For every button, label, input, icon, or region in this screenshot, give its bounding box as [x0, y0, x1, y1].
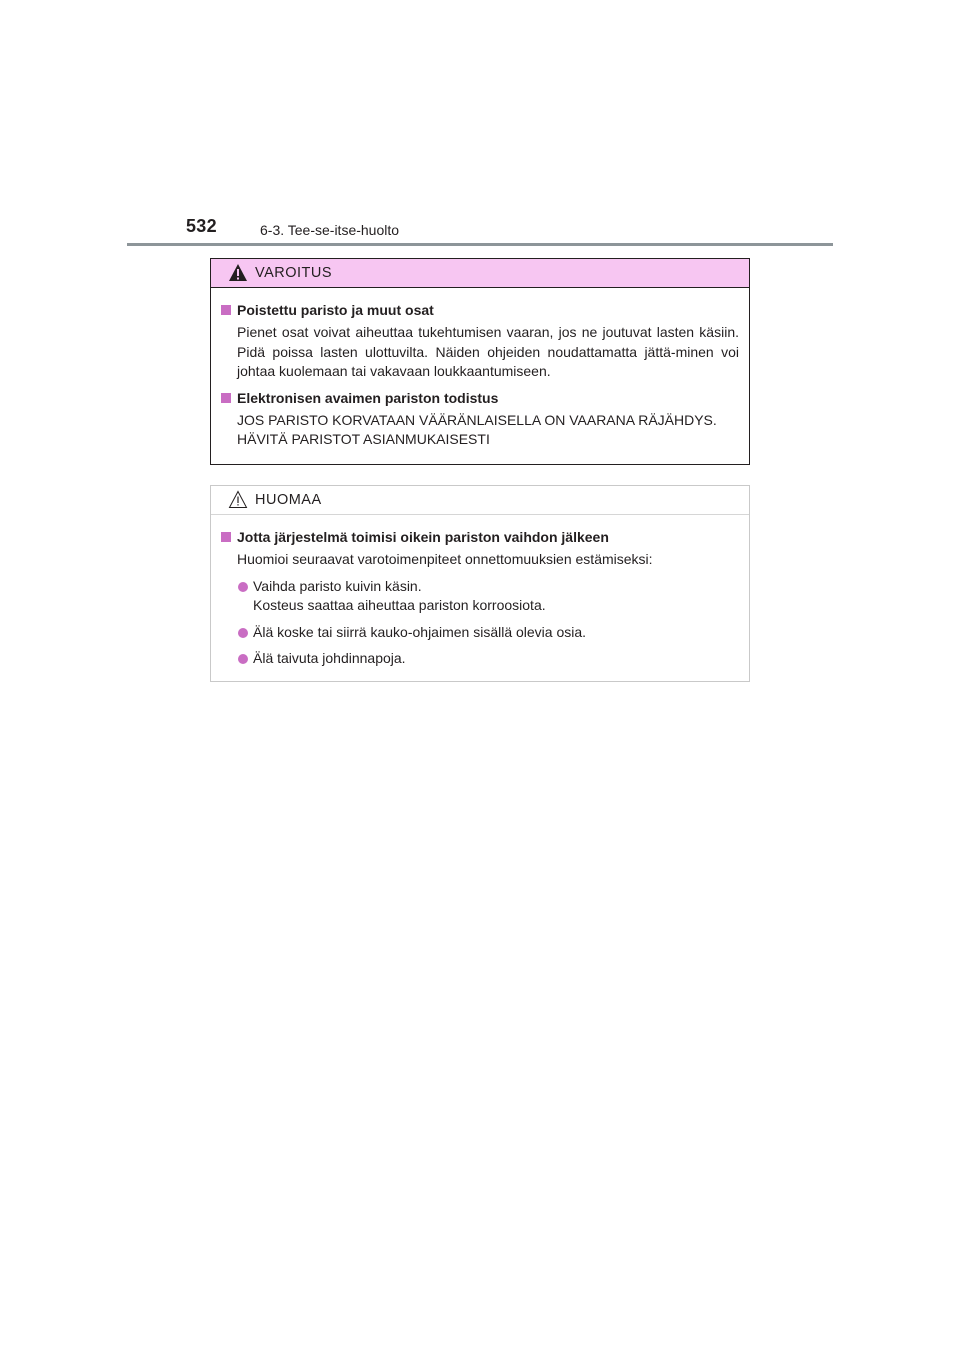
round-bullet-icon	[238, 582, 248, 592]
warning-item-heading: Elektronisen avaimen pariston todistus	[237, 389, 499, 406]
page-number: 532	[186, 216, 217, 236]
square-bullet-icon	[221, 532, 231, 542]
warning-item-text: Pienet osat voivat aiheuttaa tukehtumisen vaaran, jos ne joutuvat lasten käsiin. Pidä poissa lasten ulottuvilta. Näiden ohjeiden noudattamatta jättä-minen voi johtaa kuolemaan tai vakavaan loukkaantumiseen.	[237, 324, 739, 379]
notice-bullet	[221, 649, 739, 669]
notice-bullet-text: Vaihda paristo kuivin käsin.	[253, 577, 422, 594]
warning-item	[221, 300, 739, 382]
warning-header	[211, 259, 749, 288]
warning-text-line: JOS PARISTO KORVATAAN VÄÄRÄNLAISELLA ON VAARANA RÄJÄHDYS.	[237, 411, 717, 428]
warning-triangle-filled-icon	[228, 263, 248, 282]
notice-bullet	[221, 623, 739, 643]
warning-triangle-outline-icon	[228, 490, 248, 509]
warning-item	[221, 388, 739, 450]
notice-box	[210, 485, 750, 682]
round-bullet-icon	[238, 654, 248, 664]
notice-header	[211, 486, 749, 515]
notice-bullet-text: Kosteus saattaa aiheuttaa pariston korroosiota.	[253, 597, 546, 613]
notice-title: HUOMAA	[255, 492, 322, 508]
round-bullet-icon	[238, 628, 248, 638]
notice-bullet-text: Älä taivuta johdinnapoja.	[253, 650, 406, 666]
warning-body	[211, 288, 749, 450]
warning-text-line: HÄVITÄ PARISTOT ASIANMUKAISESTI	[237, 431, 490, 447]
square-bullet-icon	[221, 393, 231, 403]
warning-item-heading: Poistettu paristo ja muut osat	[237, 302, 434, 318]
warning-item-text	[221, 408, 739, 450]
warning-box	[210, 258, 750, 465]
section-title: 6-3. Tee-se-itse-huolto	[260, 222, 400, 238]
square-bullet-icon	[221, 305, 231, 315]
notice-bullet-text: Älä koske tai siirrä kauko-ohjaimen sisällä olevia osia.	[253, 623, 587, 640]
header-divider	[127, 243, 833, 246]
warning-title: VAROITUS	[255, 265, 333, 281]
notice-heading: Jotta järjestelmä toimisi oikein pariston vaihdon jälkeen	[237, 529, 609, 545]
notice-body	[211, 515, 749, 669]
notice-bullet	[221, 577, 739, 616]
notice-intro: Huomioi seuraavat varotoimenpiteet onnettomuuksien estämiseksi:	[237, 551, 653, 567]
